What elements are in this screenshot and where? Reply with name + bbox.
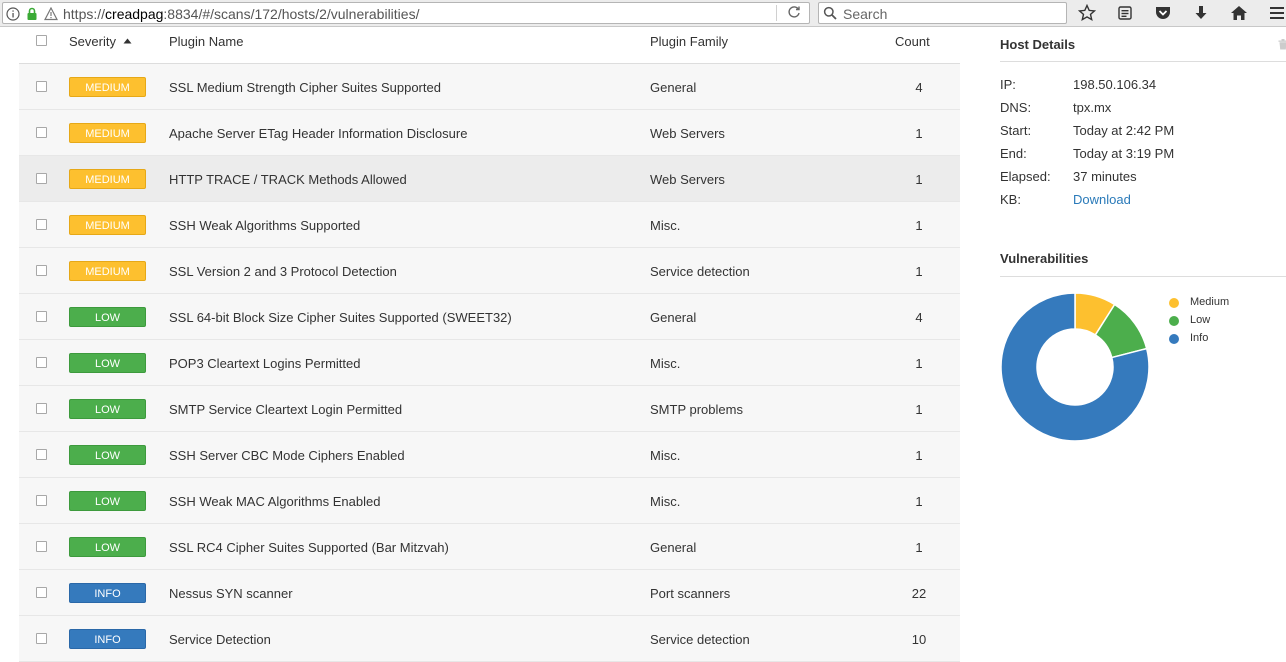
host-details-divider	[1000, 61, 1286, 62]
table-row[interactable]	[19, 570, 960, 616]
plugin-name[interactable]: SSL Version 2 and 3 Protocol Detection	[169, 264, 397, 279]
legend-swatch	[1169, 298, 1179, 308]
select-all-checkbox[interactable]	[36, 35, 47, 46]
severity-badge: LOW	[69, 537, 146, 557]
plugin-family: General	[650, 540, 696, 555]
detail-dns-label: DNS:	[1000, 100, 1031, 115]
bookmark-star-icon[interactable]	[1076, 3, 1098, 23]
plugin-family: Web Servers	[650, 126, 725, 141]
row-checkbox[interactable]	[36, 173, 47, 184]
detail-dns-value: tpx.mx	[1073, 100, 1111, 115]
plugin-count: 22	[879, 586, 959, 601]
search-icon	[823, 6, 837, 23]
legend-swatch	[1169, 334, 1179, 344]
plugin-name[interactable]: POP3 Cleartext Logins Permitted	[169, 356, 360, 371]
table-row[interactable]	[19, 616, 960, 662]
reload-icon[interactable]	[787, 5, 801, 22]
legend-swatch	[1169, 316, 1179, 326]
plugin-count: 1	[879, 172, 959, 187]
plugin-family: General	[650, 80, 696, 95]
plugin-count: 1	[879, 218, 959, 233]
row-checkbox[interactable]	[36, 633, 47, 644]
plugin-name[interactable]: SSH Server CBC Mode Ciphers Enabled	[169, 448, 405, 463]
plugin-family: SMTP problems	[650, 402, 743, 417]
url-host: creadpag	[105, 6, 163, 22]
count-header[interactable]: Count	[895, 34, 930, 49]
sort-ascending-icon	[123, 38, 132, 44]
row-checkbox[interactable]	[36, 219, 47, 230]
plugin-name[interactable]: SSL 64-bit Block Size Cipher Suites Supported (SWEET32)	[169, 310, 512, 325]
plugin-family: Misc.	[650, 448, 680, 463]
plugin-count: 1	[879, 356, 959, 371]
detail-elapsed-value: 37 minutes	[1073, 169, 1137, 184]
plugin-family-header[interactable]: Plugin Family	[650, 34, 728, 49]
plugin-count: 1	[879, 126, 959, 141]
plugin-family: Misc.	[650, 218, 680, 233]
severity-badge: INFO	[69, 629, 146, 649]
url-scheme: https://	[63, 6, 105, 22]
table-row[interactable]	[19, 248, 960, 294]
severity-badge: INFO	[69, 583, 146, 603]
row-checkbox[interactable]	[36, 357, 47, 368]
severity-header-label: Severity	[69, 34, 116, 49]
plugin-count: 10	[879, 632, 959, 647]
plugin-name-header[interactable]: Plugin Name	[169, 34, 243, 49]
vulnerabilities-table	[19, 28, 960, 662]
detail-start-label: Start:	[1000, 123, 1031, 138]
plugin-name[interactable]: SSL RC4 Cipher Suites Supported (Bar Mitzvah)	[169, 540, 449, 555]
table-body	[19, 64, 960, 662]
plugin-family: Port scanners	[650, 586, 730, 601]
plugin-count: 4	[879, 80, 959, 95]
legend-label: Info	[1190, 332, 1208, 344]
lock-icon[interactable]	[26, 7, 38, 21]
overflow-menu-icon[interactable]	[1266, 3, 1286, 23]
url-text[interactable]	[63, 6, 419, 22]
table-row[interactable]	[19, 432, 960, 478]
plugin-name[interactable]: SSH Weak MAC Algorithms Enabled	[169, 494, 380, 509]
row-checkbox[interactable]	[36, 587, 47, 598]
reading-list-icon[interactable]	[1114, 3, 1136, 23]
pocket-icon[interactable]	[1152, 3, 1174, 23]
severity-badge: MEDIUM	[69, 77, 146, 97]
right-panel	[1000, 28, 1286, 637]
search-placeholder: Search	[843, 6, 887, 22]
info-icon[interactable]	[6, 7, 20, 21]
table-row[interactable]	[19, 294, 960, 340]
severity-badge: LOW	[69, 353, 146, 373]
severity-header[interactable]	[69, 34, 132, 49]
table-header	[19, 28, 960, 64]
plugin-name[interactable]: SSH Weak Algorithms Supported	[169, 218, 360, 233]
plugin-family: Service detection	[650, 264, 750, 279]
severity-badge: MEDIUM	[69, 261, 146, 281]
severity-badge: MEDIUM	[69, 169, 146, 189]
detail-start-value: Today at 2:42 PM	[1073, 123, 1174, 138]
url-bar[interactable]	[2, 2, 810, 24]
plugin-family: Misc.	[650, 494, 680, 509]
severity-badge: LOW	[69, 307, 146, 327]
table-row[interactable]	[19, 386, 960, 432]
table-row[interactable]	[19, 524, 960, 570]
toolbar-icons	[1076, 3, 1286, 23]
row-checkbox[interactable]	[36, 311, 47, 322]
plugin-family: General	[650, 310, 696, 325]
browser-toolbar	[0, 0, 1286, 27]
plugin-name[interactable]: Service Detection	[169, 632, 271, 647]
kb-download-link[interactable]: Download	[1073, 192, 1131, 207]
plugin-name[interactable]: Nessus SYN scanner	[169, 586, 293, 601]
plugin-family: Service detection	[650, 632, 750, 647]
legend-label: Medium	[1190, 296, 1229, 308]
vulnerabilities-donut-chart	[1000, 292, 1150, 442]
detail-ip-label: IP:	[1000, 77, 1016, 92]
plugin-name[interactable]: Apache Server ETag Header Information Disclosure	[169, 126, 467, 141]
severity-badge: LOW	[69, 491, 146, 511]
row-checkbox[interactable]	[36, 403, 47, 414]
plugin-count: 1	[879, 264, 959, 279]
row-checkbox[interactable]	[36, 81, 47, 92]
plugin-family: Web Servers	[650, 172, 725, 187]
url-bar-icons	[6, 6, 58, 21]
table-row[interactable]	[19, 478, 960, 524]
plugin-count: 4	[879, 310, 959, 325]
table-row[interactable]	[19, 110, 960, 156]
table-row[interactable]	[19, 156, 960, 202]
vulnerabilities-divider	[1000, 276, 1286, 277]
trash-icon[interactable]	[1278, 38, 1286, 53]
url-bar-divider	[776, 5, 777, 21]
legend-label: Low	[1190, 314, 1210, 326]
home-icon[interactable]	[1228, 3, 1250, 23]
table-row[interactable]	[19, 202, 960, 248]
severity-badge: LOW	[69, 399, 146, 419]
detail-ip-value: 198.50.106.34	[1073, 77, 1156, 92]
table-row[interactable]	[19, 64, 960, 110]
severity-badge: MEDIUM	[69, 123, 146, 143]
detail-end-value: Today at 3:19 PM	[1073, 146, 1174, 161]
host-details-title: Host Details	[1000, 37, 1075, 52]
row-checkbox[interactable]	[36, 127, 47, 138]
plugin-count: 1	[879, 540, 959, 555]
plugin-family: Misc.	[650, 356, 680, 371]
plugin-count: 1	[879, 402, 959, 417]
row-checkbox[interactable]	[36, 541, 47, 552]
search-bar[interactable]	[818, 2, 1067, 24]
plugin-count: 1	[879, 448, 959, 463]
table-row[interactable]	[19, 340, 960, 386]
vulnerabilities-title: Vulnerabilities	[1000, 251, 1088, 266]
detail-elapsed-label: Elapsed:	[1000, 169, 1051, 184]
url-path: :8834/#/scans/172/hosts/2/vulnerabilities/	[163, 6, 419, 22]
plugin-count: 1	[879, 494, 959, 509]
severity-badge: MEDIUM	[69, 215, 146, 235]
plugin-name[interactable]: SMTP Service Cleartext Login Permitted	[169, 402, 402, 417]
row-checkbox[interactable]	[36, 495, 47, 506]
severity-badge: LOW	[69, 445, 146, 465]
warning-icon[interactable]	[44, 7, 58, 21]
row-checkbox[interactable]	[36, 449, 47, 460]
detail-end-label: End:	[1000, 146, 1027, 161]
plugin-name[interactable]: HTTP TRACE / TRACK Methods Allowed	[169, 172, 407, 187]
downloads-icon[interactable]	[1190, 3, 1212, 23]
row-checkbox[interactable]	[36, 265, 47, 276]
detail-kb-label: KB:	[1000, 192, 1021, 207]
plugin-name[interactable]: SSL Medium Strength Cipher Suites Supported	[169, 80, 441, 95]
